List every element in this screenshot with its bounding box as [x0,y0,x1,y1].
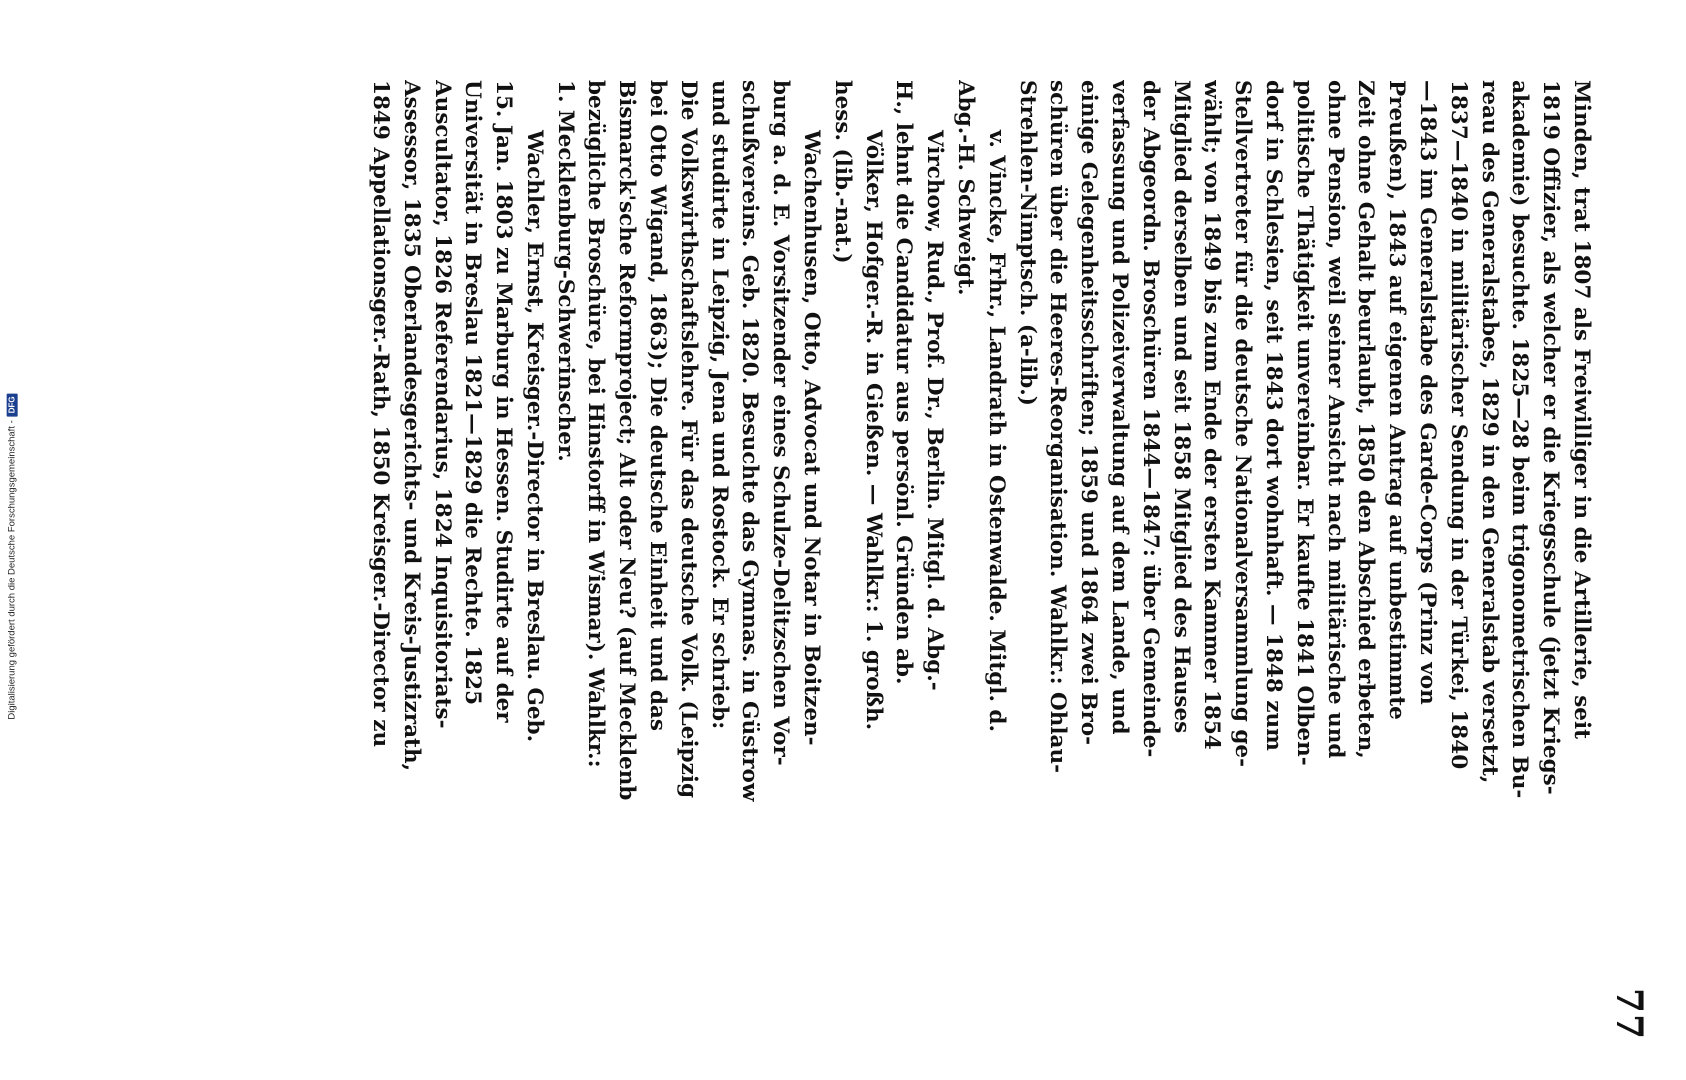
text-line: der Abgeordn. Broschüren 1844—1847: über Gemeinde- [1137,80,1163,758]
text-line: politische Thätigkeit unvereinbar. Er kaufte 1841 Olben- [1291,80,1317,766]
text-line: Auscultator, 1826 Referendarius, 1824 Inquisitoriats- [429,80,455,729]
entry-heading-line: Wachenhusen, Otto, Advocat und Notar in Boitzen- [799,130,825,746]
text-line: 1819 Offizier, als welcher er die Kriegsschule (jetzt Kriegs- [1538,80,1564,795]
text-line: Assessor, 1835 Oberlandesgerichts- und Kreis-Justizrath, [398,80,424,772]
body-text [364,80,1596,900]
text-line: 15. Jan. 1803 zu Marburg in Hessen. Studirte auf der [491,80,517,723]
text-line: reau des Generalstabes, 1829 in den Generalstab versetzt, [1476,80,1502,784]
text-line: 1837—1840 in militärischer Sendung in der Türkei, 1840 [1445,80,1471,770]
text-line: und studirte in Leipzig, Jena und Rostock. Er schrieb: [706,80,732,730]
entry-heading-line: Wachler, Ernst, Kreisger.-Director in Breslau. Geb. [521,130,547,743]
text-line: Zeit ohne Gehalt beurlaubt, 1850 den Abschied erbeten, [1353,80,1379,759]
entry-heading-line: Virchow, Rud., Prof. Dr., Berlin. Mitgl. d. Abg.- [922,130,948,691]
text-line: bei Otto Wigand, 1863); Die deutsche Einheit und das [645,80,671,731]
dfg-logo-icon: DFG [7,393,18,416]
page-number: 77 [1608,987,1650,1040]
text-line: Bismarck'sche Reformproject; Alt oder Neu? (auf Mecklenb [614,80,640,801]
text-line: einige Gelegenheitsschriften; 1859 und 1864 zwei Bro- [1076,80,1102,746]
text-line: ohne Pension, weil seiner Ansicht nach militärische und [1322,80,1348,759]
text-line: 1849 Appellationsger.-Rath, 1850 Kreisger.-Director zu [367,80,393,748]
text-line: H., lehnt die Candidatur aus persönl. Gründen ab. [891,80,917,685]
text-line: bezügliche Broschüre, bei Hinstorff in Wismar). Wahlkr.: [583,80,609,768]
text-line: akademie) besuchte. 1825—28 beim trigonometrischen Bu- [1507,80,1533,799]
text-line: Die Volkswirthschaftslehre. Für das deutsche Volk. (Leipzig [675,80,701,799]
credit-text: Digitalisierung gefördert durch die Deutsche Forschungsgemeinschaft - [6,420,18,720]
text-line: dorf in Schlesien, seit 1843 dort wohnhaft. — 1848 zum [1261,80,1287,751]
text-line: 1. Mecklenburg-Schwerinscher. [552,80,578,462]
text-line: Minden, trat 1807 als Freiwilliger in die Artillerie, seit [1569,80,1594,740]
text-line: Stellvertreter für die deutsche Nationalversammlung ge- [1230,80,1256,768]
text-line: Abg.-H. Schweigt. [953,80,979,296]
digitization-credit [4,82,20,982]
text-line: —1843 im Generalstabe des Garde-Corps (Prinz von [1415,80,1441,705]
text-line: Preußen), 1843 auf eigenen Antrag auf unbestimmte [1384,80,1410,720]
text-line: hess. (lib.-nat.) [829,80,855,264]
entry-heading-line: v. Vincke, Frhr., Landrath in Ostenwalde. Mitgl. d. [983,130,1009,732]
text-line: Mitglied derselben und seit 1858 Mitglied des Hauses [1168,80,1194,734]
text-line: schußvereins. Geb. 1820. Besuchte das Gymnas. in Güstrow [737,80,763,802]
text-line: Strehlen-Nimptsch. (a-lib.) [1014,80,1040,406]
text-line: schüren über die Heeres-Reorganisation. Wahlkr.: Ohlau- [1045,80,1071,774]
text-line: Universität in Breslau 1821—1829 die Rechte. 1825 [460,80,486,706]
entry-heading-line: Völker, Hofger.-R. in Gießen. — Wahlkr.: 1. großh. [860,130,886,731]
text-line: wählt; von 1849 bis zum Ende der ersten Kammer 1854 [1199,80,1225,750]
text-line: verfassung und Polizeiverwaltung auf dem Lande, und [1107,80,1133,735]
rotated-page [200,80,1650,1080]
text-line: burg a. d. E. Vorsitzender eines Schulze-Delitzschen Vor- [768,80,794,766]
